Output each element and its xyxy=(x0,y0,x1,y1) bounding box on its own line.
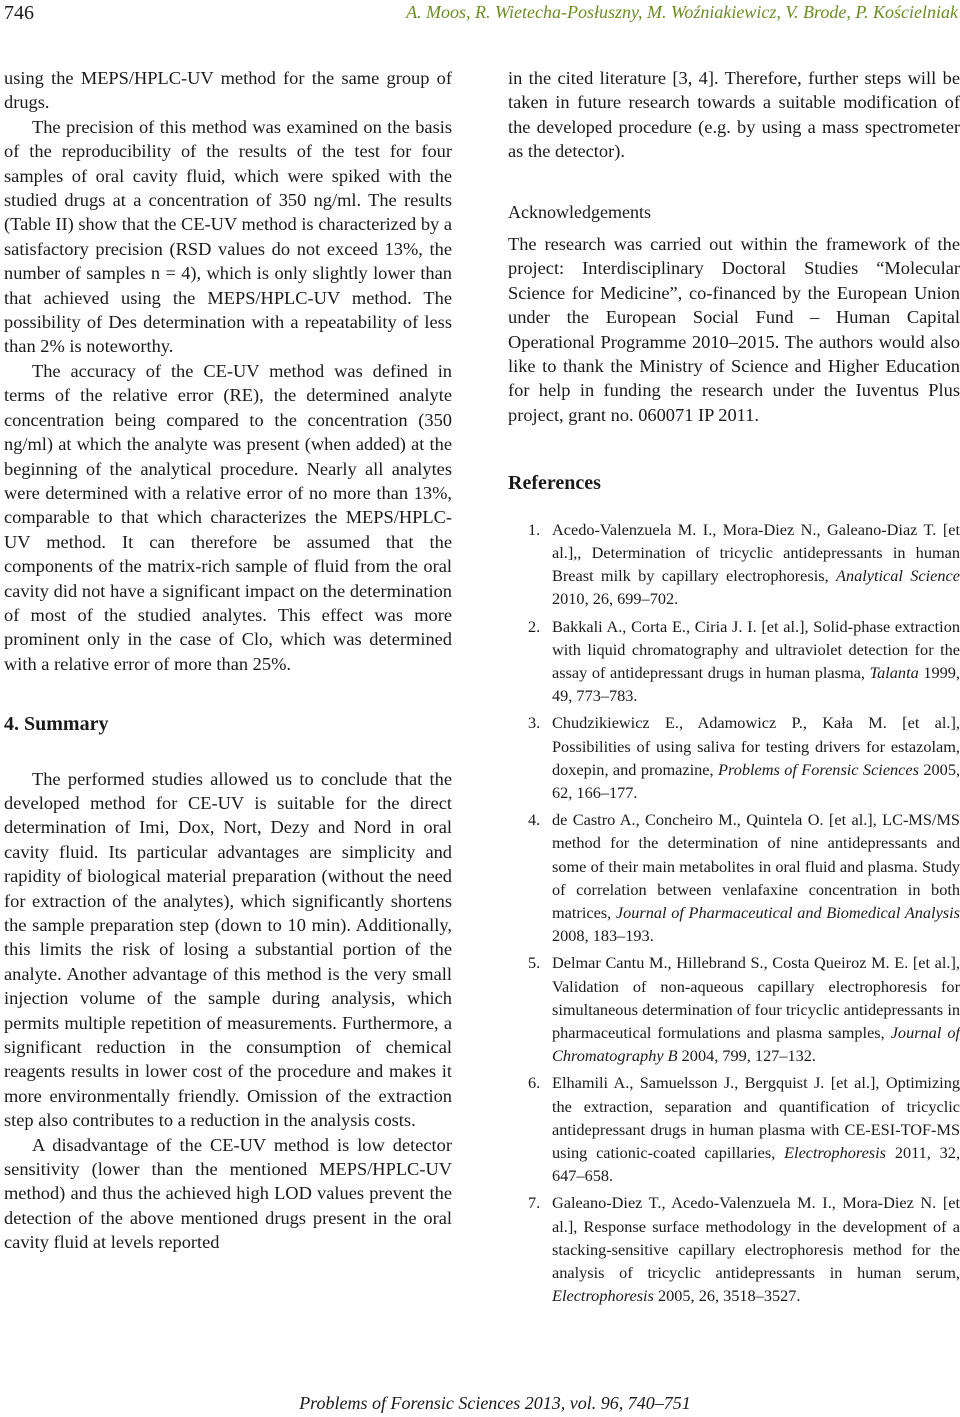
reference-item xyxy=(508,711,960,804)
reference-text: Delmar Cantu M., Hillebrand S., Costa Queiroz M. E. [et al.], Validation of non-aqueous capillary electrophoresis for simultaneous determination of four tricyclic antidepressants in pharmaceutical formulations and plasma samples, xyxy=(552,953,960,1042)
reference-item xyxy=(508,518,960,611)
reference-text: Acedo-Valenzuela M. I., Mora-Diez N., Galeano-Diaz T. [et al.],, Determination of tricyclic antidepressants in human Breast milk by capillary electrophoresis, xyxy=(552,519,960,586)
reference-journal: Journal of Pharmaceutical and Biomedical Analysis xyxy=(615,902,960,922)
reference-tail: 2005, 62, 166–177. xyxy=(552,759,960,802)
section-heading: 4. Summary xyxy=(4,713,109,736)
reference-journal: Talanta xyxy=(869,662,919,682)
left-column xyxy=(4,66,452,1255)
references-heading: References xyxy=(508,472,601,495)
page-footer xyxy=(0,1393,960,1414)
reference-item xyxy=(508,1191,960,1307)
reference-tail: 1999, 49, 773–783. xyxy=(552,662,960,706)
reference-text: Chudzikiewicz E., Adamowicz P., Kała M. [et al.], Possibilities of using saliva for testing drivers for estazolam, doxepin, and promazine, xyxy=(552,713,960,779)
reference-tail: 2004, 799, 127–132. xyxy=(681,1046,816,1066)
reference-text: de Castro A., Concheiro M., Quintela O. [et al.], LC-MS/MS method for the determination of nine antidepressants and some of their main metabolites in oral fluid and plasma. Study of correlation between venlafaxine concentration in both matrices, xyxy=(552,810,960,922)
reference-item xyxy=(508,615,960,708)
right-column xyxy=(508,66,960,1311)
reference-tail: 2005, 26, 3518–3527. xyxy=(657,1286,801,1306)
reference-text: Bakkali A., Corta E., Ciria J. I. [et al.], Solid-phase extraction with liquid chromatography and ultraviolet detection for the assay of antidepressant drugs in human plasma, xyxy=(552,616,960,682)
reference-tail: 2010, 26, 699–702. xyxy=(552,589,679,609)
paragraph: The precision of this method was examined on the basis of the reproducibility of the results of the test for four samples of oral cavity fluid, which were spiked with the studied drugs at a concentration of 350 ng/ml. The results (Table II) show that the CE-UV method is characterized by a satisfactory precision (RSD values do not exceed 13%, the number of samples n = 4), which is only slightly lower than that achieved using the MEPS/HPLC-UV method. The possibility of Des determination with a repeatability of less than 2% is noteworthy. xyxy=(4,116,452,357)
running-head: A. Moos, R. Wietecha-Posłuszny, M. Woźniakiewicz, V. Brode, P. Kościelniak xyxy=(406,2,958,22)
reference-number: 3. xyxy=(528,713,541,733)
reference-item xyxy=(508,1071,960,1187)
paragraph: A disadvantage of the CE-UV method is low detector sensitivity (lower than the mentioned MEPS/HPLC-UV method) and thus the achieved high LOD values prevent the detection of the above mentioned drugs present in the oral cavity fluid at levels reported xyxy=(4,1134,452,1253)
reference-journal: Analytical Science xyxy=(836,566,960,586)
paragraph: The performed studies allowed us to conclude that the developed method for CE-UV is suitable for the direct determination of Imi, Dox, Nort, Dezy and Nord in oral cavity fluid. Its particular advantages are simplicity and rapidity of biological material preparation (without the need for extraction of the analytes), which significantly shortens the sample preparation step (down to 10 min). Additionally, this limits the risk of losing a substantial portion of the analyte. Another advantage of this method is the very small injection volume of the sample during analysis, which permits multiple repetition of measurements. Furthermore, a significant reduction in the consumption of chemical reagents results in lower cost of the procedure and makes it more environmentally friendly. Omission of the extraction step also contributes to a reduction in the analysis costs. xyxy=(4,768,452,1131)
reference-text: Galeano-Diez T., Acedo-Valenzuela M. I., Mora-Diez N. [et al.], Response surface methodology in the development of a stacking-sensitive capillary electrophoresis method for the analysis of tricyclic antidepressants in human serum, xyxy=(552,1193,960,1282)
reference-number: 5. xyxy=(528,953,541,973)
reference-number: 6. xyxy=(528,1073,541,1093)
paragraph: using the MEPS/HPLC-UV method for the same group of drugs. xyxy=(4,68,452,113)
reference-item xyxy=(508,808,960,947)
paragraph: The accuracy of the CE-UV method was defined in terms of the relative error (RE), the determined analyte concentration being compared to the concentration (350 ng/ml) at which the analyte was present (when added) at the beginning of the analytical procedure. Nearly all analytes were determined with a relative error of no more than 13%, comparable to that which characterizes the MEPS/HPLC-UV method. It can therefore be assumed that the components of the matrix-rich sample of fluid from the oral cavity did not have a significant impact on the determination of most of the studied analytes. This effect was more prominent only in the case of Clo, which was determined with a relative error of more than 25%. xyxy=(4,360,452,674)
page-header xyxy=(0,2,960,28)
reference-tail: 2008, 183–193. xyxy=(552,926,654,946)
footer-citation: Problems of Forensic Sciences 2013, vol. 96, 740–751 xyxy=(299,1393,691,1413)
paragraph: in the cited literature [3, 4]. Therefore, further steps will be taken in future research towards a suitable modification of the developed procedure (e.g. by using a mass spectrometer as the detector). xyxy=(508,68,960,162)
acknowledgements-text: The research was carried out within the framework of the project: Interdisciplinary Doctoral Studies “Molecular Science for Medicine”, co-financed by the European Union under the European Social Fund – Human Capital Operational Programme 2010–2015. The authors would also like to thank the Ministry of Science and Higher Education for help in funding the research under the Iuventus Plus project, grant no. 060071 IP 2011. xyxy=(508,234,960,425)
reference-item xyxy=(508,951,960,1067)
reference-number: 2. xyxy=(528,616,541,636)
reference-number: 4. xyxy=(528,810,541,830)
reference-tail: 2011, 32, 647–658. xyxy=(552,1142,960,1186)
page-number: 746 xyxy=(4,2,34,24)
reference-text: Elhamili A., Samuelsson J., Bergquist J. [et al.], Optimizing the extraction, separation and quantification of tricyclic antidepressant drugs in human plasma with CE-ESI-TOF-MS using cationic-coated capillaries, xyxy=(552,1073,960,1162)
reference-number: 7. xyxy=(528,1193,541,1213)
reference-journal: Journal of Chromatography B xyxy=(552,1022,960,1066)
reference-number: 1. xyxy=(528,519,541,539)
reference-journal: Electrophoresis xyxy=(784,1142,887,1162)
reference-journal: Electrophoresis xyxy=(552,1286,654,1306)
reference-list xyxy=(508,518,960,1308)
acknowledgements-heading: Acknowledgements xyxy=(508,201,651,222)
reference-journal: Problems of Forensic Sciences xyxy=(718,759,919,779)
